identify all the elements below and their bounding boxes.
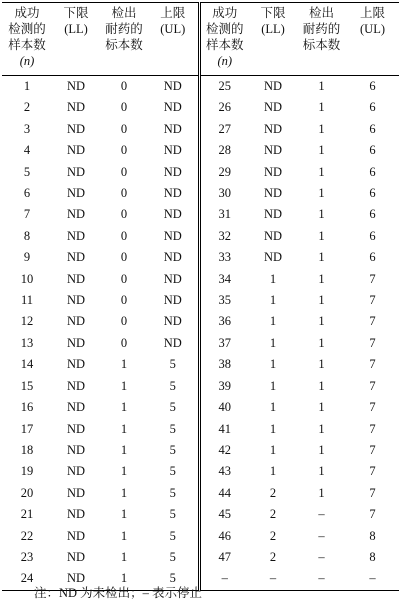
table-cell: 1: [318, 250, 325, 265]
table-cell: 7: [369, 442, 376, 457]
table-row: [2, 311, 399, 332]
table-cell: 1: [269, 464, 277, 479]
table-row: [2, 269, 399, 290]
table-cell: 1: [120, 528, 128, 543]
table-cell: ND: [66, 293, 86, 308]
table-cell: 1: [120, 507, 128, 522]
table-cell: ND: [263, 121, 283, 136]
table-cell: 8: [369, 549, 376, 564]
table-cell: 7: [369, 378, 376, 393]
table-cell: 1: [318, 464, 325, 479]
table-row: [2, 526, 399, 547]
table-note: 注：ND 为未检出；– 表示停止: [34, 586, 203, 600]
table-cell: 1: [318, 357, 325, 372]
table-cell: 30: [218, 186, 231, 201]
table-row: [2, 419, 399, 440]
table-cell: –: [346, 568, 399, 590]
table-cell: ND: [263, 250, 283, 265]
table-row: [2, 397, 399, 418]
table-cell: 3: [23, 121, 31, 136]
table-cell: 5: [148, 461, 199, 482]
table-cell: ND: [148, 290, 199, 311]
table-cell: 41: [218, 421, 231, 436]
table-cell: 22: [20, 528, 34, 543]
table-cell: ND: [148, 333, 199, 354]
table-cell: 46: [218, 528, 231, 543]
table-cell: 5: [148, 419, 199, 440]
table-cell: 44: [218, 485, 231, 500]
table-cell: 1: [318, 485, 325, 500]
table-cell: ND: [66, 186, 86, 201]
data-table: [2, 2, 399, 591]
table-cell: ND: [148, 119, 199, 140]
table-cell: 37: [218, 335, 231, 350]
table-cell: 23: [20, 549, 34, 564]
header-row: [2, 3, 399, 76]
table-cell: 6: [369, 186, 376, 201]
table-cell: 1: [100, 568, 148, 590]
table-cell: 11: [20, 293, 34, 308]
table-cell: 1: [120, 549, 128, 564]
table-cell: ND: [263, 79, 283, 93]
table-cell: 10: [20, 271, 34, 286]
table-cell: 1: [120, 357, 128, 372]
table-cell: ND: [66, 271, 86, 286]
table-cell: 6: [369, 79, 376, 93]
table-cell: 33: [218, 250, 231, 265]
table-cell: 7: [369, 485, 376, 500]
table-cell: –: [297, 568, 346, 590]
table-cell: 43: [218, 464, 231, 479]
table-cell: 21: [20, 507, 34, 522]
table-cell: 1: [318, 207, 325, 222]
header-ll-left: 下限 (LL): [52, 3, 100, 76]
table-cell: 45: [218, 507, 231, 522]
table-cell: 1: [269, 357, 277, 372]
table-cell: 5: [148, 568, 199, 590]
table-cell: ND: [66, 314, 86, 329]
table-cell: 1: [318, 335, 325, 350]
table-cell: 2: [23, 100, 31, 115]
table-cell: 9: [23, 250, 31, 265]
table-cell: ND: [66, 485, 86, 500]
table-cell: –: [199, 568, 249, 590]
table-cell: 40: [218, 400, 231, 415]
table-cell: 0: [120, 121, 128, 136]
table-cell: 15: [20, 378, 34, 393]
table-cell: ND: [66, 357, 86, 372]
table-cell: –: [318, 507, 325, 522]
table-cell: 0: [120, 293, 128, 308]
table-cell: 39: [218, 378, 231, 393]
table-cell: 26: [218, 100, 231, 115]
table-cell: 8: [23, 228, 31, 243]
table-cell: 1: [23, 79, 31, 93]
table-cell: 6: [369, 100, 376, 115]
table-cell: 4: [23, 143, 31, 158]
table-cell: 12: [20, 314, 34, 329]
table-cell: 29: [218, 164, 231, 179]
table-cell: ND: [66, 335, 86, 350]
table-row: [2, 461, 399, 482]
table-cell: ND: [263, 207, 283, 222]
table-cell: 1: [120, 421, 128, 436]
table-cell: 1: [318, 378, 325, 393]
table-row: [2, 226, 399, 247]
table-cell: 47: [218, 549, 231, 564]
table-cell: 0: [120, 314, 128, 329]
table-cell: ND: [66, 400, 86, 415]
table-cell: 2: [269, 485, 277, 500]
table-cell: 5: [148, 526, 199, 547]
table-cell: –: [318, 528, 325, 543]
table-cell: ND: [263, 100, 283, 115]
table-cell: ND: [148, 76, 199, 98]
table-cell: 1: [318, 293, 325, 308]
table-cell: 1: [318, 79, 325, 93]
table-cell: 1: [318, 442, 325, 457]
header-ul-right: 上限 (UL): [346, 3, 399, 76]
table-cell: 2: [269, 528, 277, 543]
table-cell: ND: [148, 97, 199, 118]
table-container: [2, 2, 399, 591]
table-cell: 1: [120, 400, 128, 415]
table-row: [2, 204, 399, 225]
table-cell: 0: [120, 207, 128, 222]
table-row: [2, 119, 399, 140]
table-cell: –: [318, 549, 325, 564]
table-cell: ND: [66, 100, 86, 115]
table-row: [2, 162, 399, 183]
table-cell: 5: [148, 547, 199, 568]
table-cell: 1: [269, 442, 277, 457]
table-cell: ND: [66, 228, 86, 243]
table-row: [2, 140, 399, 161]
header-detected-left: 检出 耐药的 标本数: [100, 3, 148, 76]
table-cell: 1: [318, 228, 325, 243]
table-cell: 6: [369, 228, 376, 243]
table-cell: 1: [120, 485, 128, 500]
table-cell: 7: [23, 207, 31, 222]
table-cell: 6: [369, 250, 376, 265]
table-cell: ND: [66, 143, 86, 158]
table-cell: 2: [269, 507, 277, 522]
table-cell: ND: [263, 164, 283, 179]
table-cell: ND: [66, 121, 86, 136]
table-cell: 8: [369, 528, 376, 543]
table-cell: 18: [20, 442, 34, 457]
table-cell: 1: [318, 186, 325, 201]
table-cell: 16: [20, 400, 34, 415]
table-cell: 6: [23, 186, 31, 201]
table-row: [2, 354, 399, 375]
table-cell: ND: [66, 464, 86, 479]
table-cell: ND: [263, 143, 283, 158]
table-cell: 5: [148, 354, 199, 375]
table-cell: 0: [120, 271, 128, 286]
table-cell: 5: [148, 397, 199, 418]
table-row: [2, 504, 399, 525]
table-cell: ND: [148, 204, 199, 225]
table-cell: ND: [263, 186, 283, 201]
table-cell: 0: [120, 164, 128, 179]
table-cell: 7: [369, 400, 376, 415]
header-n-right: 成功 检测的 样本数 (n): [199, 3, 249, 76]
table-cell: 7: [369, 271, 376, 286]
table-cell: ND: [66, 421, 86, 436]
table-cell: ND: [66, 507, 86, 522]
table-cell: 27: [218, 121, 231, 136]
table-cell: 0: [120, 186, 128, 201]
table-cell: ND: [148, 140, 199, 161]
table-cell: 1: [269, 271, 277, 286]
table-row: [2, 376, 399, 397]
table-cell: ND: [263, 228, 283, 243]
table-cell: 6: [369, 143, 376, 158]
table-cell: 5: [148, 376, 199, 397]
table-cell: ND: [66, 207, 86, 222]
table-cell: 0: [120, 79, 128, 93]
table-cell: 1: [318, 314, 325, 329]
table-row: [2, 290, 399, 311]
table-cell: ND: [66, 164, 86, 179]
table-cell: 0: [120, 335, 128, 350]
table-cell: ND: [148, 247, 199, 268]
table-cell: 31: [218, 207, 231, 222]
table-row: [2, 440, 399, 461]
table-row: [2, 76, 399, 98]
table-cell: 28: [218, 143, 231, 158]
table-cell: 25: [218, 79, 231, 93]
table-cell: ND: [148, 311, 199, 332]
table-cell: 38: [218, 357, 231, 372]
table-cell: 7: [369, 507, 376, 522]
header-n-left: 成功 检测的 样本数 (n): [2, 3, 52, 76]
table-cell: 17: [20, 421, 34, 436]
table-cell: 6: [369, 121, 376, 136]
table-cell: –: [249, 568, 297, 590]
table-cell: 7: [369, 335, 376, 350]
table-cell: ND: [66, 549, 86, 564]
table-cell: 5: [148, 440, 199, 461]
table-cell: ND: [148, 226, 199, 247]
table-row: [2, 483, 399, 504]
table-cell: 1: [318, 164, 325, 179]
table-cell: 24: [2, 568, 52, 590]
table-cell: ND: [52, 568, 100, 590]
table-cell: 42: [218, 442, 231, 457]
table-cell: ND: [66, 79, 86, 93]
header-detected-right: 检出 耐药的 标本数: [297, 3, 346, 76]
table-cell: 35: [218, 293, 231, 308]
table-cell: 1: [269, 314, 277, 329]
table-cell: 1: [318, 421, 325, 436]
table-cell: 19: [20, 464, 34, 479]
table-cell: 6: [369, 164, 376, 179]
header-ll-right: 下限 (LL): [249, 3, 297, 76]
table-row: [2, 97, 399, 118]
table-cell: 1: [269, 335, 277, 350]
table-cell: 1: [120, 464, 128, 479]
table-cell: 5: [148, 504, 199, 525]
table-cell: 1: [120, 378, 128, 393]
table-cell: 7: [369, 464, 376, 479]
table-cell: 6: [369, 207, 376, 222]
table-cell: 1: [120, 442, 128, 457]
table-cell: 1: [269, 378, 277, 393]
table-cell: ND: [66, 378, 86, 393]
table-cell: 36: [218, 314, 231, 329]
table-cell: 1: [269, 421, 277, 436]
table-row: [2, 247, 399, 268]
table-cell: 1: [269, 400, 277, 415]
table-row: [2, 333, 399, 354]
table-cell: 2: [269, 549, 277, 564]
table-cell: 0: [120, 100, 128, 115]
table-cell: 5: [148, 483, 199, 504]
table-cell: 34: [218, 271, 231, 286]
table-cell: 0: [120, 228, 128, 243]
header-ul-left: 上限 (UL): [148, 3, 199, 76]
table-cell: 1: [269, 293, 277, 308]
table-cell: 7: [369, 314, 376, 329]
table-cell: 20: [20, 485, 34, 500]
table-row: [2, 547, 399, 568]
table-cell: 14: [20, 357, 34, 372]
table-cell: 1: [318, 143, 325, 158]
table-cell: 1: [318, 121, 325, 136]
table-cell: 7: [369, 357, 376, 372]
table-cell: ND: [66, 250, 86, 265]
table-cell: 0: [120, 250, 128, 265]
table-cell: 1: [318, 100, 325, 115]
table-cell: 5: [23, 164, 31, 179]
table-cell: 13: [20, 335, 34, 350]
table-cell: ND: [148, 183, 199, 204]
table-cell: ND: [148, 269, 199, 290]
table-cell: ND: [66, 442, 86, 457]
table-row: [2, 183, 399, 204]
table-cell: 7: [369, 421, 376, 436]
table-cell: 32: [218, 228, 231, 243]
table-body: [2, 76, 399, 591]
table-cell: 0: [120, 143, 128, 158]
table-cell: ND: [66, 528, 86, 543]
table-cell: 1: [318, 271, 325, 286]
table-cell: 7: [369, 293, 376, 308]
table-cell: ND: [148, 162, 199, 183]
table-cell: 1: [318, 400, 325, 415]
